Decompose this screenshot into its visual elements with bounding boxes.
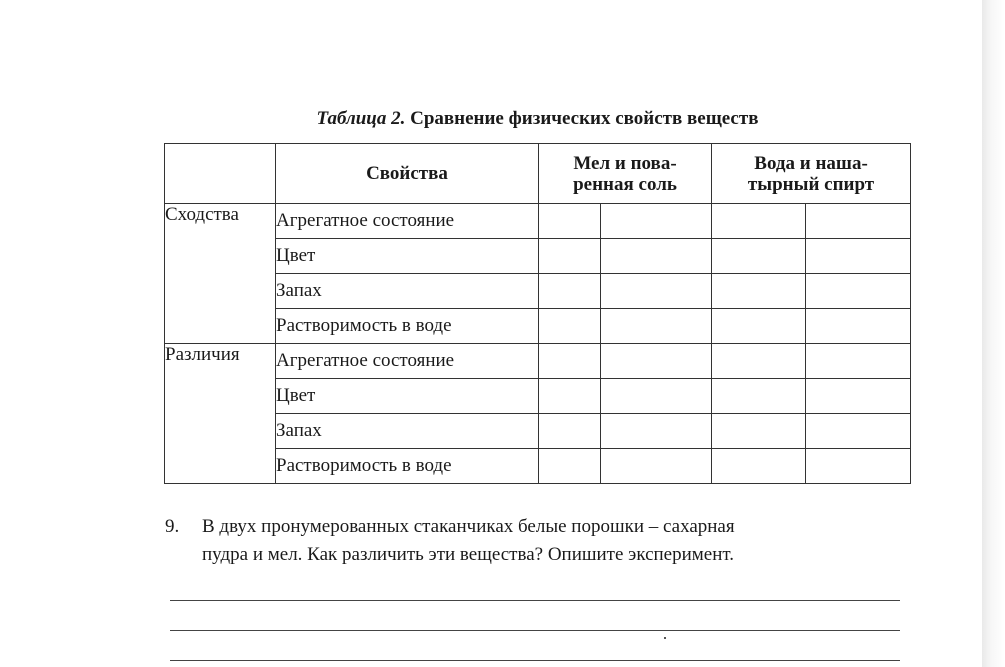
table-row	[165, 309, 911, 344]
table-row	[165, 344, 911, 379]
answer-cell[interactable]	[712, 414, 806, 449]
property-cell: Растворимость в воде	[276, 449, 539, 484]
answer-cell[interactable]	[539, 204, 601, 239]
answer-cell[interactable]	[806, 344, 911, 379]
property-cell: Агрегатное состояние	[276, 204, 539, 239]
answer-cell[interactable]	[601, 449, 712, 484]
answer-cell[interactable]	[601, 274, 712, 309]
answer-line[interactable]	[170, 630, 900, 631]
header-water-and-ammonia-line2: тырный спирт	[747, 173, 875, 195]
answer-line[interactable]	[170, 660, 900, 661]
answer-cell[interactable]	[712, 274, 806, 309]
answer-cell[interactable]	[539, 274, 601, 309]
table-row	[165, 449, 911, 484]
task-text-line1: В двух пронумерованных стаканчиках белые порошки – сахарная	[202, 516, 735, 537]
answer-cell[interactable]	[712, 379, 806, 414]
table-row	[165, 204, 911, 239]
header-empty-cell	[165, 144, 276, 204]
table-row	[165, 379, 911, 414]
answer-cell[interactable]	[806, 449, 911, 484]
answer-cell[interactable]	[601, 344, 712, 379]
header-chalk-and-salt-line2: ренная соль	[573, 173, 677, 195]
answer-cell[interactable]	[806, 379, 911, 414]
table-row	[165, 274, 911, 309]
answer-cell[interactable]	[539, 379, 601, 414]
answer-cell[interactable]	[806, 414, 911, 449]
answer-line[interactable]	[170, 600, 900, 601]
group-label-differences: Различия	[165, 344, 276, 484]
properties-comparison-table	[164, 143, 911, 484]
answer-cell[interactable]	[539, 309, 601, 344]
answer-cell[interactable]	[806, 309, 911, 344]
answer-cell[interactable]	[712, 344, 806, 379]
header-chalk-and-salt	[539, 144, 712, 204]
answer-cell[interactable]	[806, 204, 911, 239]
header-properties: Свойства	[276, 144, 539, 204]
header-water-and-ammonia-line1: Вода и наша-	[754, 152, 868, 174]
table-caption-number: Таблица 2.	[316, 108, 406, 129]
stray-dot	[664, 637, 666, 639]
table-caption	[165, 108, 910, 130]
answer-cell[interactable]	[712, 449, 806, 484]
answer-cell[interactable]	[601, 309, 712, 344]
group-label-similarities: Сходства	[165, 204, 276, 344]
answer-cell[interactable]	[712, 204, 806, 239]
answer-cell[interactable]	[601, 414, 712, 449]
answer-cell[interactable]	[806, 239, 911, 274]
table-row	[165, 414, 911, 449]
page-edge-shadow	[982, 0, 1005, 667]
answer-cell[interactable]	[539, 414, 601, 449]
answer-cell[interactable]	[539, 239, 601, 274]
answer-cell[interactable]	[806, 274, 911, 309]
table-caption-title: Сравнение физических свойств веществ	[410, 108, 759, 129]
table-row	[165, 239, 911, 274]
property-cell: Запах	[276, 274, 539, 309]
task-text-line2: пудра и мел. Как различить эти вещества? Опишите эксперимент.	[202, 544, 735, 565]
property-cell: Агрегатное состояние	[276, 344, 539, 379]
property-cell: Цвет	[276, 379, 539, 414]
answer-cell[interactable]	[601, 379, 712, 414]
header-chalk-and-salt-line1: Мел и пова-	[573, 152, 677, 174]
property-cell: Цвет	[276, 239, 539, 274]
task-number: 9.	[165, 516, 180, 537]
header-water-and-ammonia	[712, 144, 911, 204]
answer-cell[interactable]	[539, 344, 601, 379]
answer-cell[interactable]	[712, 309, 806, 344]
property-cell: Растворимость в воде	[276, 309, 539, 344]
answer-cell[interactable]	[601, 204, 712, 239]
property-cell: Запах	[276, 414, 539, 449]
table-header-row	[165, 144, 911, 204]
answer-cell[interactable]	[539, 449, 601, 484]
answer-cell[interactable]	[601, 239, 712, 274]
answer-cell[interactable]	[712, 239, 806, 274]
